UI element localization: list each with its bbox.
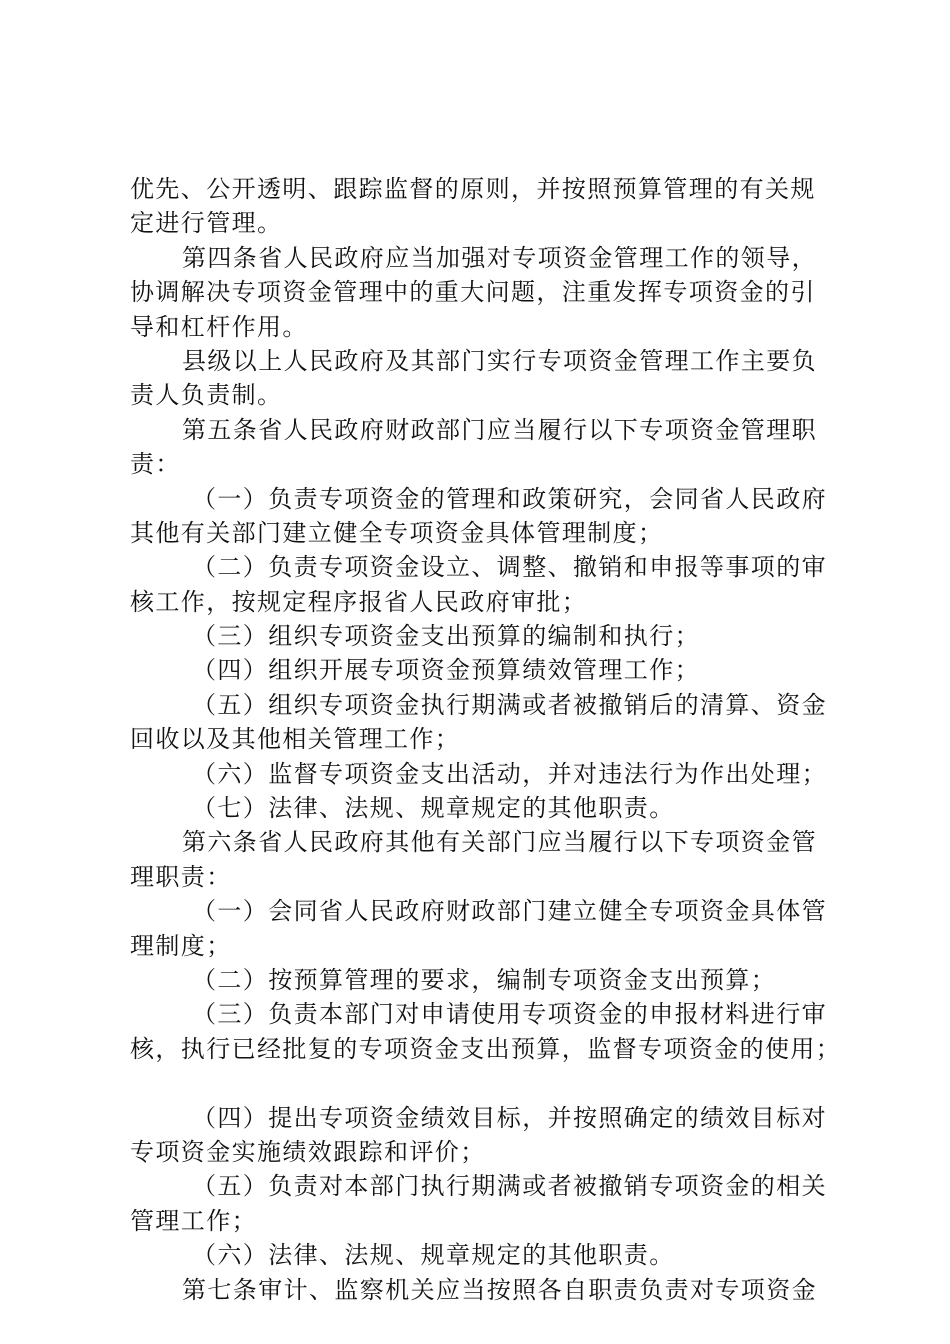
list-item-line: （六）法律、法规、规章规定的其他职责。 bbox=[192, 1241, 675, 1270]
text-line: 理职责： bbox=[130, 862, 232, 891]
list-item-line: （四）提出专项资金绩效目标，并按照确定的绩效目标对 bbox=[192, 1103, 827, 1132]
list-item-line: （七）法律、法规、规章规定的其他职责。 bbox=[192, 794, 675, 823]
text-line: 定进行管理。 bbox=[130, 209, 283, 238]
text-line: 管理工作； bbox=[130, 1206, 257, 1235]
list-item-line: （六）监督专项资金支出活动，并对违法行为作出处理； bbox=[192, 759, 827, 788]
article-6-line: 第六条省人民政府其他有关部门应当履行以下专项资金管 bbox=[182, 828, 817, 857]
article-5-line: 第五条省人民政府财政部门应当履行以下专项资金管理职 bbox=[182, 415, 817, 444]
text-line: 导和杠杆作用。 bbox=[130, 312, 308, 341]
text-line: 回收以及其他相关管理工作； bbox=[130, 725, 461, 754]
text-line: 县级以上人民政府及其部门实行专项资金管理工作主要负 bbox=[182, 346, 817, 375]
article-4-line: 第四条省人民政府应当加强对专项资金管理工作的领导， bbox=[182, 243, 817, 272]
text-line: 优先、公开透明、跟踪监督的原则，并按照预算管理的有关规 bbox=[130, 175, 816, 203]
text-line: 协调解决专项资金管理中的重大问题，注重发挥专项资金的引 bbox=[130, 278, 816, 307]
text-line: 专项资金实施绩效跟踪和评价； bbox=[130, 1137, 486, 1166]
article-7-line: 第七条审计、监察机关应当按照各自职责负责对专项资金 bbox=[182, 1275, 817, 1304]
text-line: 责人负责制。 bbox=[130, 381, 283, 410]
list-item-line: （五）负责对本部门执行期满或者被撤销专项资金的相关 bbox=[192, 1172, 827, 1201]
document-body bbox=[130, 172, 842, 1307]
list-item-line: （三）负责本部门对申请使用专项资金的申报材料进行审 bbox=[192, 1000, 827, 1029]
list-item-line: （一）会同省人民政府财政部门建立健全专项资金具体管 bbox=[192, 897, 827, 926]
text-line: 责： bbox=[130, 450, 181, 479]
list-item-line: （一）负责专项资金的管理和政策研究，会同省人民政府 bbox=[192, 484, 827, 513]
list-item-line: （五）组织专项资金执行期满或者被撤销后的清算、资金 bbox=[192, 690, 827, 719]
list-item-line: （二）按预算管理的要求，编制专项资金支出预算； bbox=[192, 965, 777, 994]
text-line: 其他有关部门建立健全专项资金具体管理制度； bbox=[130, 518, 664, 547]
text-line: 理制度； bbox=[130, 931, 232, 960]
list-item-line: （二）负责专项资金设立、调整、撤销和申报等事项的审 bbox=[192, 553, 827, 582]
list-item-line: （三）组织专项资金支出预算的编制和执行； bbox=[192, 622, 700, 651]
text-line: 核工作，按规定程序报省人民政府审批； bbox=[130, 587, 588, 616]
list-item-line: （四）组织开展专项资金预算绩效管理工作； bbox=[192, 656, 700, 685]
blank-line bbox=[130, 1066, 842, 1100]
text-line: 核，执行已经批复的专项资金支出预算，监督专项资金的使用； bbox=[130, 1034, 842, 1063]
